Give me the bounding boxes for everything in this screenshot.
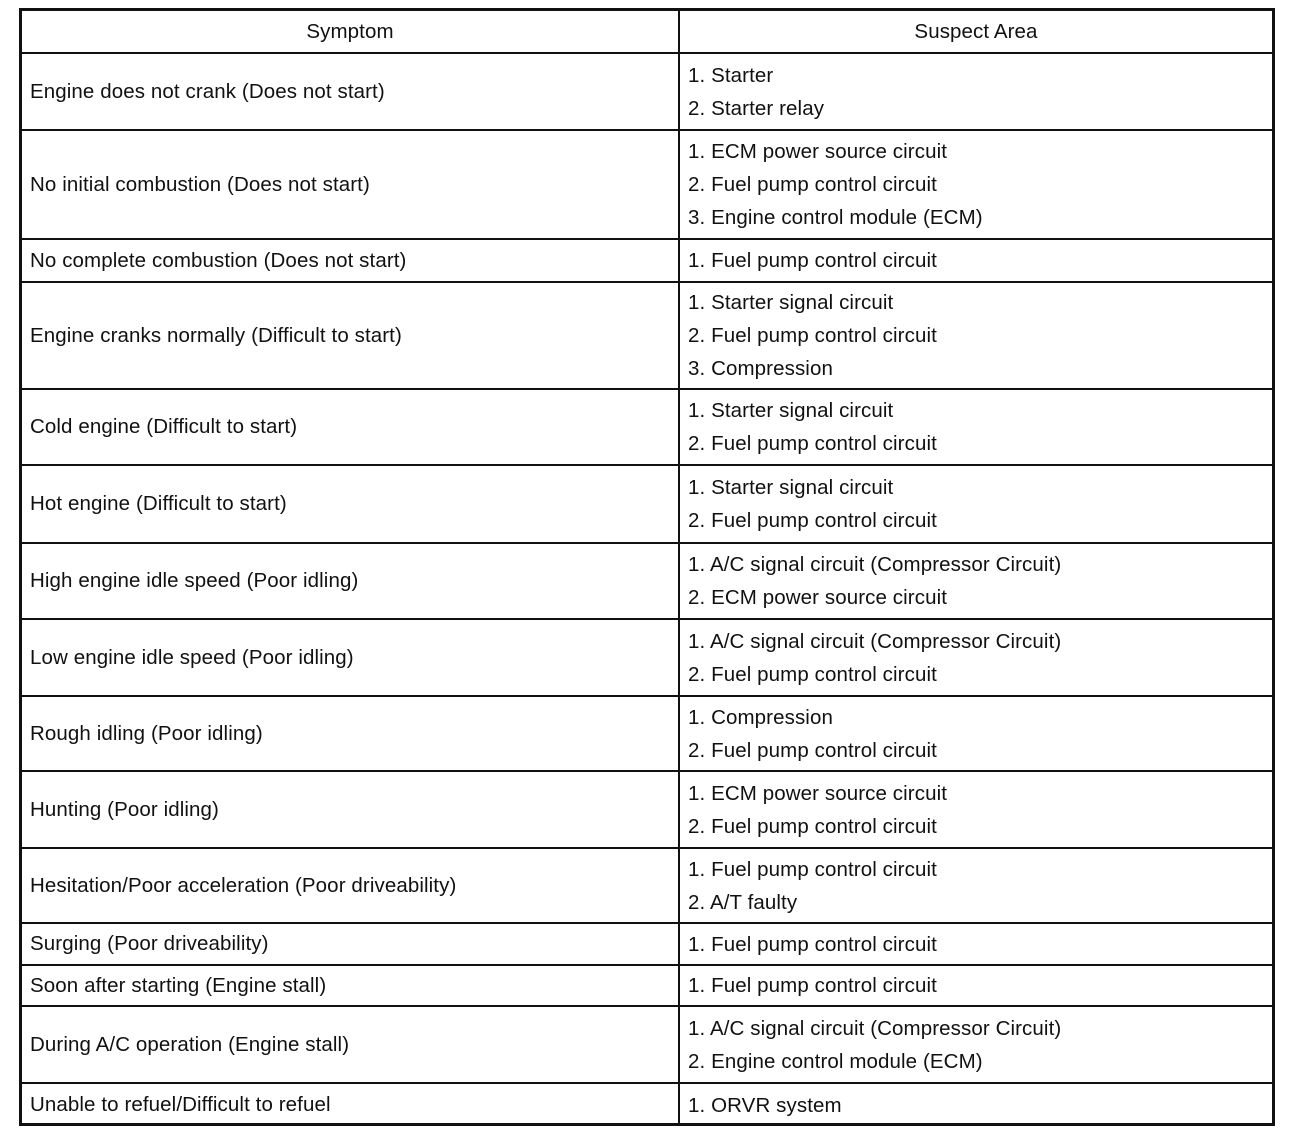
table-row xyxy=(22,390,1272,466)
suspect-item: 3. Engine control module (ECM) xyxy=(688,206,983,229)
suspect-area-cell xyxy=(680,390,1272,464)
symptom-cell: Surging (Poor driveability) xyxy=(22,924,680,964)
table-row xyxy=(22,849,1272,924)
symptom-cell: Engine cranks normally (Difficult to start) xyxy=(22,283,680,388)
suspect-item: 2. Fuel pump control circuit xyxy=(688,509,937,532)
suspect-item: 1. Fuel pump control circuit xyxy=(688,249,937,272)
suspect-area-cell xyxy=(680,620,1272,695)
table-row xyxy=(22,966,1272,1007)
header-symptom: Symptom xyxy=(22,11,680,52)
header-suspect-area: Suspect Area xyxy=(914,19,1038,43)
symptom-cell: Rough idling (Poor idling) xyxy=(22,697,680,770)
suspect-area-cell xyxy=(680,1084,1272,1126)
suspect-item: 1. ECM power source circuit xyxy=(688,140,948,163)
suspect-area-cell xyxy=(680,283,1272,388)
suspect-item: 2. Fuel pump control circuit xyxy=(688,173,937,196)
suspect-area-cell xyxy=(680,240,1272,281)
table-row xyxy=(22,544,1272,620)
suspect-item: 2. Starter relay xyxy=(688,96,825,120)
symptom-cell: During A/C operation (Engine stall) xyxy=(22,1007,680,1082)
suspect-item: 2. A/T faulty xyxy=(688,890,798,914)
suspect-item: 2. Fuel pump control circuit xyxy=(688,738,937,762)
table-row xyxy=(22,283,1272,390)
table-row xyxy=(22,772,1272,849)
suspect-item: 2. ECM power source circuit xyxy=(688,586,948,609)
table-row xyxy=(22,54,1272,131)
suspect-item: 1. Fuel pump control circuit xyxy=(688,932,937,956)
suspect-item: 1. A/C signal circuit (Compressor Circuit) xyxy=(688,553,1062,576)
symptom-table xyxy=(19,8,1275,1126)
suspect-area-cell xyxy=(680,924,1272,964)
symptom-cell: High engine idle speed (Poor idling) xyxy=(22,544,680,618)
table-row xyxy=(22,131,1272,240)
suspect-item: 1. A/C signal circuit (Compressor Circuit) xyxy=(688,1016,1062,1040)
suspect-item: 2. Engine control module (ECM) xyxy=(688,1049,983,1073)
suspect-area-cell xyxy=(680,966,1272,1005)
suspect-item: 1. Starter signal circuit xyxy=(688,476,894,499)
symptom-cell: Unable to refuel/Difficult to refuel xyxy=(22,1084,680,1126)
suspect-item: 2. Fuel pump control circuit xyxy=(688,324,937,347)
suspect-area-cell xyxy=(680,849,1272,922)
table-row xyxy=(22,697,1272,772)
suspect-item: 2. Fuel pump control circuit xyxy=(688,662,937,686)
suspect-item: 1. Starter signal circuit xyxy=(688,399,894,422)
table-body xyxy=(22,54,1272,1126)
symptom-cell: Low engine idle speed (Poor idling) xyxy=(22,620,680,695)
suspect-area-cell xyxy=(680,466,1272,542)
suspect-item: 3. Compression xyxy=(688,357,833,380)
symptom-cell: Hot engine (Difficult to start) xyxy=(22,466,680,542)
suspect-area-cell xyxy=(680,544,1272,618)
suspect-item: 1. ECM power source circuit xyxy=(688,781,948,805)
suspect-area-cell xyxy=(680,772,1272,847)
suspect-area-cell xyxy=(680,54,1272,129)
table-row xyxy=(22,924,1272,966)
suspect-area-cell xyxy=(680,131,1272,238)
suspect-item: 1. A/C signal circuit (Compressor Circuit) xyxy=(688,629,1062,653)
suspect-item: 1. Starter signal circuit xyxy=(688,291,894,314)
table-header-row xyxy=(22,11,1272,54)
suspect-item: 1. Starter xyxy=(688,63,774,87)
table-row xyxy=(22,1084,1272,1126)
suspect-item: 2. Fuel pump control circuit xyxy=(688,814,937,838)
symptom-cell: Soon after starting (Engine stall) xyxy=(22,966,680,1005)
table-row xyxy=(22,240,1272,283)
table-row xyxy=(22,620,1272,697)
suspect-item: 2. Fuel pump control circuit xyxy=(688,432,937,455)
symptom-cell: Cold engine (Difficult to start) xyxy=(22,390,680,464)
table-row xyxy=(22,466,1272,544)
symptom-cell: No complete combustion (Does not start) xyxy=(22,240,680,281)
suspect-item: 1. Compression xyxy=(688,705,833,729)
suspect-item: 1. Fuel pump control circuit xyxy=(688,974,937,997)
suspect-item: 1. Fuel pump control circuit xyxy=(688,857,937,881)
symptom-cell: Hesitation/Poor acceleration (Poor driveability) xyxy=(22,849,680,922)
symptom-cell: Engine does not crank (Does not start) xyxy=(22,54,680,129)
symptom-cell: Hunting (Poor idling) xyxy=(22,772,680,847)
suspect-item: 1. ORVR system xyxy=(688,1093,842,1117)
table-row xyxy=(22,1007,1272,1084)
symptom-cell: No initial combustion (Does not start) xyxy=(22,131,680,238)
suspect-area-cell xyxy=(680,697,1272,770)
suspect-area-cell xyxy=(680,1007,1272,1082)
